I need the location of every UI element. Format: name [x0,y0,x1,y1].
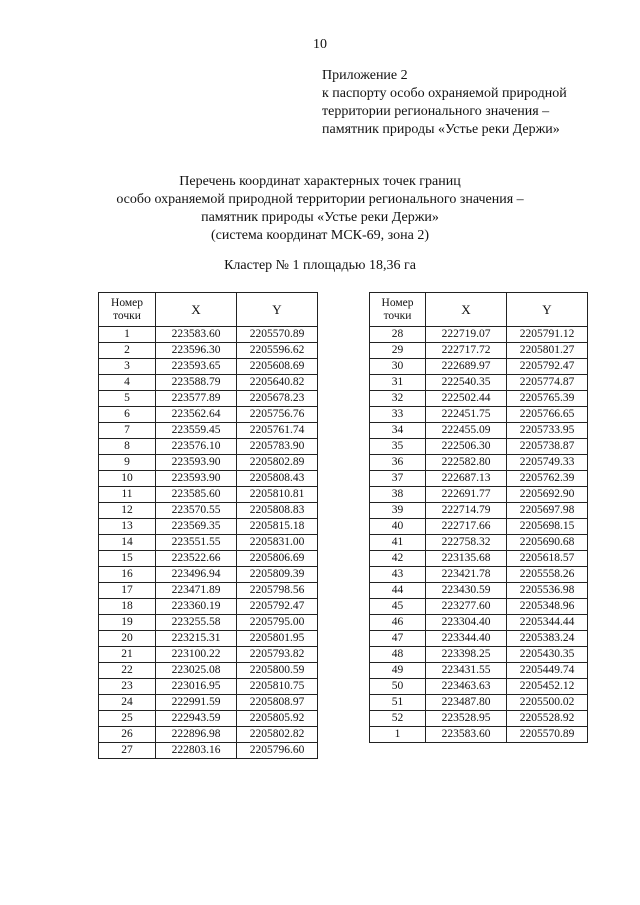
x-coordinate-cell: 222502.44 [426,391,507,407]
x-coordinate-cell: 223398.25 [426,647,507,663]
point-number-cell: 18 [99,599,156,615]
appendix-line: к паспорту особо охраняемой природной [322,86,567,101]
x-coordinate-cell: 222717.72 [426,343,507,359]
table-row [99,647,318,663]
point-number-cell: 10 [99,471,156,487]
x-coordinate-cell: 223569.35 [156,519,237,535]
point-number-cell: 2 [99,343,156,359]
table-row [370,439,588,455]
appendix-line: Приложение 2 [322,68,408,83]
point-number-cell: 25 [99,711,156,727]
y-coordinate-cell: 2205765.39 [507,391,588,407]
table-row [370,711,588,727]
x-coordinate-cell: 222455.09 [426,423,507,439]
table-row [370,551,588,567]
point-number-cell: 30 [370,359,426,375]
x-coordinate-cell: 223025.08 [156,663,237,679]
appendix-note [322,67,567,139]
y-coordinate-cell: 2205640.82 [237,375,318,391]
x-coordinate-cell: 222691.77 [426,487,507,503]
table-body [370,327,588,743]
x-coordinate-cell: 223522.66 [156,551,237,567]
y-coordinate-cell: 2205796.60 [237,743,318,759]
point-number-cell: 20 [99,631,156,647]
y-coordinate-cell: 2205792.47 [507,359,588,375]
table-row [99,711,318,727]
x-coordinate-cell: 223593.90 [156,471,237,487]
table-row [99,551,318,567]
y-coordinate-cell: 2205809.39 [237,567,318,583]
y-coordinate-cell: 2205801.95 [237,631,318,647]
table-row [370,487,588,503]
table-row [99,727,318,743]
x-coordinate-cell: 223215.31 [156,631,237,647]
table-row [370,343,588,359]
point-number-cell: 29 [370,343,426,359]
y-coordinate-cell: 2205733.95 [507,423,588,439]
table-row [370,423,588,439]
point-number-cell: 47 [370,631,426,647]
point-number-cell: 7 [99,423,156,439]
x-coordinate-cell: 223100.22 [156,647,237,663]
x-coordinate-cell: 222943.59 [156,711,237,727]
x-coordinate-cell: 223487.80 [426,695,507,711]
point-number-cell: 45 [370,599,426,615]
y-coordinate-cell: 2205570.89 [507,727,588,743]
title-line: (система координат МСК-69, зона 2) [211,228,429,243]
table-row [99,423,318,439]
point-number-cell: 46 [370,615,426,631]
x-header: X [426,293,507,327]
point-number-header [370,293,426,327]
header-line: точки [113,309,141,322]
x-coordinate-cell: 223344.40 [426,631,507,647]
point-number-cell: 39 [370,503,426,519]
x-coordinate-cell: 222714.79 [426,503,507,519]
y-coordinate-cell: 2205570.89 [237,327,318,343]
x-coordinate-cell: 223583.60 [156,327,237,343]
point-number-cell: 5 [99,391,156,407]
x-coordinate-cell: 223304.40 [426,615,507,631]
table-row [99,391,318,407]
table-row [370,471,588,487]
point-number-cell: 48 [370,647,426,663]
point-number-cell: 9 [99,455,156,471]
table-row [370,519,588,535]
y-coordinate-cell: 2205618.57 [507,551,588,567]
y-coordinate-cell: 2205761.74 [237,423,318,439]
table-header-row [99,293,318,327]
table-row [370,391,588,407]
point-number-cell: 27 [99,743,156,759]
y-coordinate-cell: 2205798.56 [237,583,318,599]
x-coordinate-cell: 222803.16 [156,743,237,759]
table-row [99,679,318,695]
y-coordinate-cell: 2205449.74 [507,663,588,679]
table-row [99,663,318,679]
point-number-cell: 22 [99,663,156,679]
table-row [370,727,588,743]
point-number-cell: 15 [99,551,156,567]
x-coordinate-cell: 222582.80 [426,455,507,471]
y-coordinate-cell: 2205795.00 [237,615,318,631]
y-coordinate-cell: 2205766.65 [507,407,588,423]
x-coordinate-cell: 222758.32 [426,535,507,551]
point-number-cell: 44 [370,583,426,599]
header-line: Номер [381,296,414,309]
y-coordinate-cell: 2205802.82 [237,727,318,743]
y-coordinate-cell: 2205756.76 [237,407,318,423]
y-coordinate-cell: 2205383.24 [507,631,588,647]
y-header: Y [237,293,318,327]
table-row [370,375,588,391]
header-line: Номер [111,296,143,309]
table-row [370,535,588,551]
table-row [99,599,318,615]
table-row [99,567,318,583]
point-number-cell: 16 [99,567,156,583]
y-coordinate-cell: 2205344.44 [507,615,588,631]
x-header: X [156,293,237,327]
x-coordinate-cell: 223463.63 [426,679,507,695]
x-coordinate-cell: 223577.89 [156,391,237,407]
y-coordinate-cell: 2205528.92 [507,711,588,727]
x-coordinate-cell: 223277.60 [426,599,507,615]
y-coordinate-cell: 2205430.35 [507,647,588,663]
table-row [370,695,588,711]
point-number-cell: 6 [99,407,156,423]
point-number-cell: 41 [370,535,426,551]
point-number-cell: 51 [370,695,426,711]
x-coordinate-cell: 223430.59 [426,583,507,599]
y-coordinate-cell: 2205815.18 [237,519,318,535]
point-number-cell: 40 [370,519,426,535]
table-row [99,695,318,711]
table-row [99,343,318,359]
y-coordinate-cell: 2205802.89 [237,455,318,471]
table-row [99,519,318,535]
table-row [370,359,588,375]
y-coordinate-cell: 2205452.12 [507,679,588,695]
x-coordinate-cell: 222506.30 [426,439,507,455]
table-row [99,535,318,551]
table-row [370,615,588,631]
x-coordinate-cell: 222689.97 [426,359,507,375]
point-number-cell: 34 [370,423,426,439]
y-coordinate-cell: 2205801.27 [507,343,588,359]
point-number-cell: 1 [370,727,426,743]
point-number-cell: 3 [99,359,156,375]
table-row [370,679,588,695]
coordinates-table-right [369,292,588,743]
point-number-cell: 13 [99,519,156,535]
x-coordinate-cell: 222451.75 [426,407,507,423]
point-number-cell: 17 [99,583,156,599]
x-coordinate-cell: 223593.90 [156,455,237,471]
x-coordinate-cell: 223421.78 [426,567,507,583]
point-number-cell: 21 [99,647,156,663]
y-coordinate-cell: 2205762.39 [507,471,588,487]
table-row [99,407,318,423]
y-coordinate-cell: 2205536.98 [507,583,588,599]
y-coordinate-cell: 2205805.92 [237,711,318,727]
document-title [0,173,640,245]
point-number-cell: 37 [370,471,426,487]
point-number-cell: 50 [370,679,426,695]
y-coordinate-cell: 2205678.23 [237,391,318,407]
table-body [99,327,318,759]
y-coordinate-cell: 2205831.00 [237,535,318,551]
x-coordinate-cell: 223135.68 [426,551,507,567]
table-row [370,599,588,615]
point-number-cell: 23 [99,679,156,695]
y-coordinate-cell: 2205810.75 [237,679,318,695]
table-row [370,647,588,663]
y-coordinate-cell: 2205608.69 [237,359,318,375]
table-row [370,583,588,599]
x-coordinate-cell: 223596.30 [156,343,237,359]
x-coordinate-cell: 223471.89 [156,583,237,599]
y-coordinate-cell: 2205810.81 [237,487,318,503]
table-row [370,567,588,583]
x-coordinate-cell: 223255.58 [156,615,237,631]
x-coordinate-cell: 223496.94 [156,567,237,583]
y-coordinate-cell: 2205698.15 [507,519,588,535]
table-row [99,743,318,759]
table-row [99,455,318,471]
table-row [99,583,318,599]
y-coordinate-cell: 2205808.97 [237,695,318,711]
appendix-line: территории регионального значения – [322,104,550,119]
point-number-cell: 38 [370,487,426,503]
y-coordinate-cell: 2205808.43 [237,471,318,487]
table-row [99,487,318,503]
x-coordinate-cell: 223562.64 [156,407,237,423]
x-coordinate-cell: 223559.45 [156,423,237,439]
point-number-cell: 19 [99,615,156,631]
point-number-cell: 26 [99,727,156,743]
x-coordinate-cell: 222540.35 [426,375,507,391]
point-number-cell: 4 [99,375,156,391]
table-row [99,439,318,455]
y-coordinate-cell: 2205738.87 [507,439,588,455]
point-number-cell: 36 [370,455,426,471]
point-number-header [99,293,156,327]
title-line: Перечень координат характерных точек границ [179,174,461,189]
table-row [370,455,588,471]
table-row [370,327,588,343]
point-number-cell: 14 [99,535,156,551]
y-coordinate-cell: 2205800.59 [237,663,318,679]
coordinates-table-left [98,292,318,759]
x-coordinate-cell: 223551.55 [156,535,237,551]
y-coordinate-cell: 2205774.87 [507,375,588,391]
y-coordinate-cell: 2205596.62 [237,343,318,359]
y-coordinate-cell: 2205749.33 [507,455,588,471]
point-number-cell: 52 [370,711,426,727]
y-coordinate-cell: 2205793.82 [237,647,318,663]
y-coordinate-cell: 2205791.12 [507,327,588,343]
y-coordinate-cell: 2205808.83 [237,503,318,519]
y-header: Y [507,293,588,327]
header-line: точки [383,309,412,322]
title-line: особо охраняемой природной территории регионального значения – [116,192,524,207]
x-coordinate-cell: 223588.79 [156,375,237,391]
table-row [99,327,318,343]
table-row [99,631,318,647]
y-coordinate-cell: 2205692.90 [507,487,588,503]
appendix-line: памятник природы «Устье реки Держи» [322,122,560,137]
point-number-cell: 24 [99,695,156,711]
x-coordinate-cell: 223585.60 [156,487,237,503]
y-coordinate-cell: 2205500.02 [507,695,588,711]
y-coordinate-cell: 2205697.98 [507,503,588,519]
point-number-cell: 33 [370,407,426,423]
y-coordinate-cell: 2205558.26 [507,567,588,583]
table-row [99,503,318,519]
y-coordinate-cell: 2205348.96 [507,599,588,615]
cluster-title: Кластер № 1 площадью 18,36 га [224,258,416,273]
x-coordinate-cell: 223360.19 [156,599,237,615]
x-coordinate-cell: 222896.98 [156,727,237,743]
x-coordinate-cell: 223016.95 [156,679,237,695]
point-number-cell: 49 [370,663,426,679]
x-coordinate-cell: 222991.59 [156,695,237,711]
point-number-cell: 43 [370,567,426,583]
x-coordinate-cell: 223593.65 [156,359,237,375]
x-coordinate-cell: 223431.55 [426,663,507,679]
x-coordinate-cell: 223528.95 [426,711,507,727]
table-row [370,631,588,647]
x-coordinate-cell: 222717.66 [426,519,507,535]
table-row [99,615,318,631]
y-coordinate-cell: 2205690.68 [507,535,588,551]
page-number: 10 [313,37,327,52]
title-line: памятник природы «Устье реки Держи» [201,210,439,225]
table-row [370,663,588,679]
point-number-cell: 1 [99,327,156,343]
y-coordinate-cell: 2205806.69 [237,551,318,567]
point-number-cell: 31 [370,375,426,391]
x-coordinate-cell: 222687.13 [426,471,507,487]
table-header-row [370,293,588,327]
table-row [370,503,588,519]
y-coordinate-cell: 2205783.90 [237,439,318,455]
point-number-cell: 28 [370,327,426,343]
x-coordinate-cell: 223570.55 [156,503,237,519]
point-number-cell: 8 [99,439,156,455]
table-row [370,407,588,423]
x-coordinate-cell: 223583.60 [426,727,507,743]
y-coordinate-cell: 2205792.47 [237,599,318,615]
point-number-cell: 35 [370,439,426,455]
point-number-cell: 32 [370,391,426,407]
x-coordinate-cell: 222719.07 [426,327,507,343]
point-number-cell: 12 [99,503,156,519]
x-coordinate-cell: 223576.10 [156,439,237,455]
table-row [99,359,318,375]
point-number-cell: 11 [99,487,156,503]
point-number-cell: 42 [370,551,426,567]
table-row [99,471,318,487]
table-row [99,375,318,391]
